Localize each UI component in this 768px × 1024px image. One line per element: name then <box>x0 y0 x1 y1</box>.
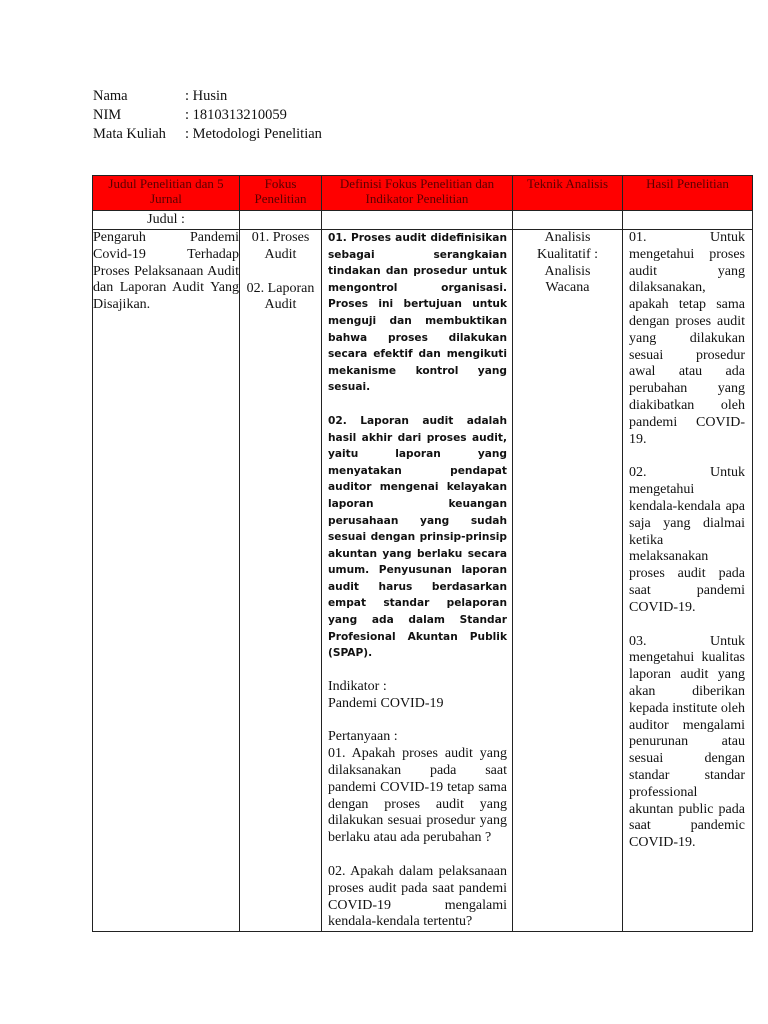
nama-row <box>93 87 322 106</box>
indikator-label: Indikator : <box>328 678 387 694</box>
mata-kuliah-row <box>93 125 322 144</box>
teknik-text: Analisis Kualitatif : Analisis Wacana <box>536 230 599 296</box>
nim-value: : 1810313210059 <box>185 107 287 123</box>
pertanyaan-label: Pertanyaan : <box>328 729 398 745</box>
header-hasil: Hasil Penelitian <box>623 176 753 211</box>
nim-label: NIM <box>93 107 122 123</box>
nim-row <box>93 106 322 125</box>
judul-cell <box>93 230 240 932</box>
mata-kuliah-value: : Metodologi Penelitian <box>185 126 322 142</box>
hasil-3: 03. Untuk mengetahui kualitas laporan audit yang akan diberikan kepada institute oleh auditor mengalami penurunan atau sesuai dengan standar standar professional akuntan public pada saat pandemic COVID-19. <box>629 633 745 851</box>
teknik-cell <box>513 230 623 932</box>
empty-cell <box>623 211 753 230</box>
header-judul: Judul Penelitian dan 5 Jurnal <box>93 176 240 211</box>
definisi-1: 01. Proses audit didefinisikan sebagai serangkaian tindakan dan prosedur untuk mengontrol organisasi. Proses ini bertujuan untuk menguji dan membuktikan bahwa proses dilakukan secara efektif dan mengikuti mekanisme kontrol yang sesuai. <box>328 232 507 394</box>
hasil-1: 01. Untuk mengetahui proses audit yang dilaksanakan, apakah tetap sama dengan proses audit yang dilakukan sesuai prosedur awal atau ada perubahan yang diakibatkan oleh pandemi COVID-19. <box>629 230 745 447</box>
research-table <box>92 175 753 932</box>
definisi-2: 02. Laporan audit adalah hasil akhir dari proses audit, yaitu laporan yang menyatakan pendapat auditor mengenai kelayakan laporan keuangan perusahaan yang sudah sesuai dengan prinsip-prinsip akuntan yang berlaku secara umum. Penyusunan laporan audit harus berdasarkan empat standar pelaporan yang ada dalam Standar Profesional Akuntan Publik (SPAP). <box>328 414 507 660</box>
header-row <box>93 176 753 211</box>
judul-label-row <box>93 211 753 230</box>
fokus-cell <box>240 230 322 932</box>
definisi-cell <box>322 230 513 932</box>
header-teknik: Teknik Analisis <box>513 176 623 211</box>
pertanyaan-1: 01. Apakah proses audit yang dilaksanakan pada saat pandemi COVID-19 tetap sama dengan proses audit yang dilakukan sesuai prosedur yang berlaku atau ada perubahan ? <box>328 746 507 846</box>
header-definisi: Definisi Fokus Penelitian dan Indikator Penelitian <box>322 176 513 211</box>
empty-cell <box>322 211 513 230</box>
indikator-value: Pandemi COVID-19 <box>328 695 444 711</box>
hasil-cell <box>623 230 753 932</box>
nama-label: Nama <box>93 88 128 104</box>
hasil-2: 02. Untuk mengetahui kendala-kendala apa saja yang dialmai ketika melaksanakan proses audit pada saat pandemi COVID-19. <box>629 465 745 615</box>
mata-kuliah-label: Mata Kuliah <box>93 126 166 142</box>
pertanyaan-2: 02. Apakah dalam pelaksanaan proses audit pada saat pandemi COVID-19 mengalami kendala-kendala tertentu? <box>328 864 507 930</box>
header-fokus: Fokus Penelitian <box>240 176 322 211</box>
judul-text: Pengaruh Pandemi Covid-19 Terhadap Proses Pelaksanaan Audit dan Laporan Audit Yang Disajikan. <box>93 230 239 313</box>
content-row <box>93 230 753 932</box>
empty-cell <box>513 211 623 230</box>
nama-value: : Husin <box>185 88 228 104</box>
fokus-1: 01. Proses Audit <box>251 230 310 262</box>
judul-label: Judul : <box>93 211 240 230</box>
fokus-2: 02. Laporan Audit <box>246 280 315 313</box>
student-info <box>93 87 322 144</box>
empty-cell <box>240 211 322 230</box>
